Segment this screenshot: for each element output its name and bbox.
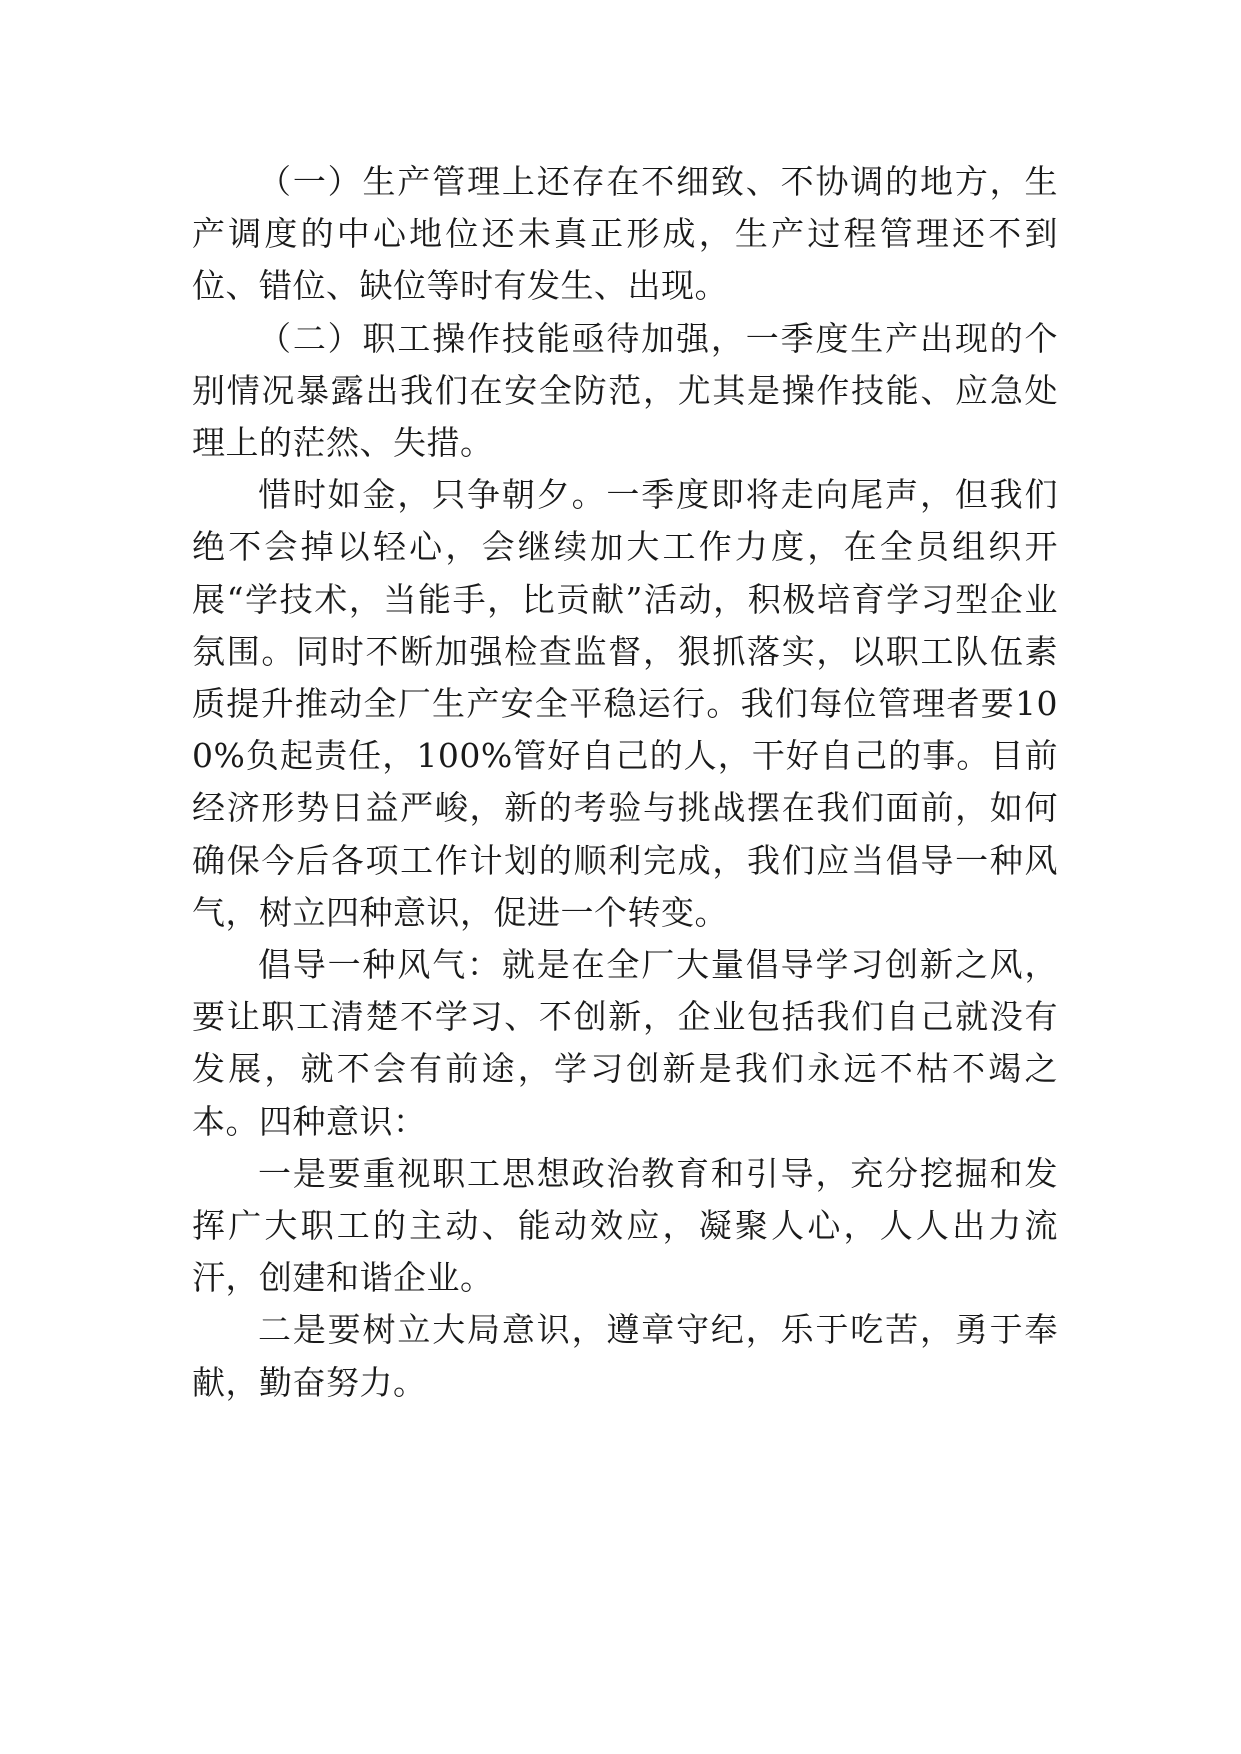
paragraph-time-precious: 惜时如金，只争朝夕。一季度即将走向尾声，但我们绝不会掉以轻心，会继续加大工作力度，在全员组织开展“学技术，当能手，比贡献”活动，积极培育学习型企业氛围。同时不断加强检查监督，狠抓落实，以职工队伍素质提升推动全厂生产安全平稳运行。我们每位管理者要100%负起责任，100%管好自己的人，干好自己的事。目前经济形势日益严峻，新的考验与挑战摆在我们面前，如何确保今后各项工作计划的顺利完成，我们应当倡导一种风气，树立四种意识，促进一个转变。 <box>192 475 1058 932</box>
paragraph-operation-skills: （二）职工操作技能亟待加强，一季度生产出现的个别情况暴露出我们在安全防范，尤其是操作技能、应急处理上的茫然、失措。 <box>192 318 1058 463</box>
paragraph-point-one: 一是要重视职工思想政治教育和引导，充分挖掘和发挥广大职工的主动、能动效应，凝聚人心，人人出力流汗，创建和谐企业。 <box>192 1153 1058 1298</box>
paragraph-point-two: 二是要树立大局意识，遵章守纪，乐于吃苦，勇于奉献，勤奋努力。 <box>192 1310 1058 1402</box>
paragraph-production-management: （一）生产管理上还存在不细致、不协调的地方，生产调度的中心地位还未真正形成，生产过程管理还不到位、错位、缺位等时有发生、出现。 <box>192 162 1058 306</box>
paragraph-advocate-atmosphere: 倡导一种风气：就是在全厂大量倡导学习创新之风，要让职工清楚不学习、不创新，企业包括我们自己就没有发展，就不会有前途，学习创新是我们永远不枯不竭之本。四种意识： <box>192 945 1058 1141</box>
document-body <box>192 156 1058 1409</box>
